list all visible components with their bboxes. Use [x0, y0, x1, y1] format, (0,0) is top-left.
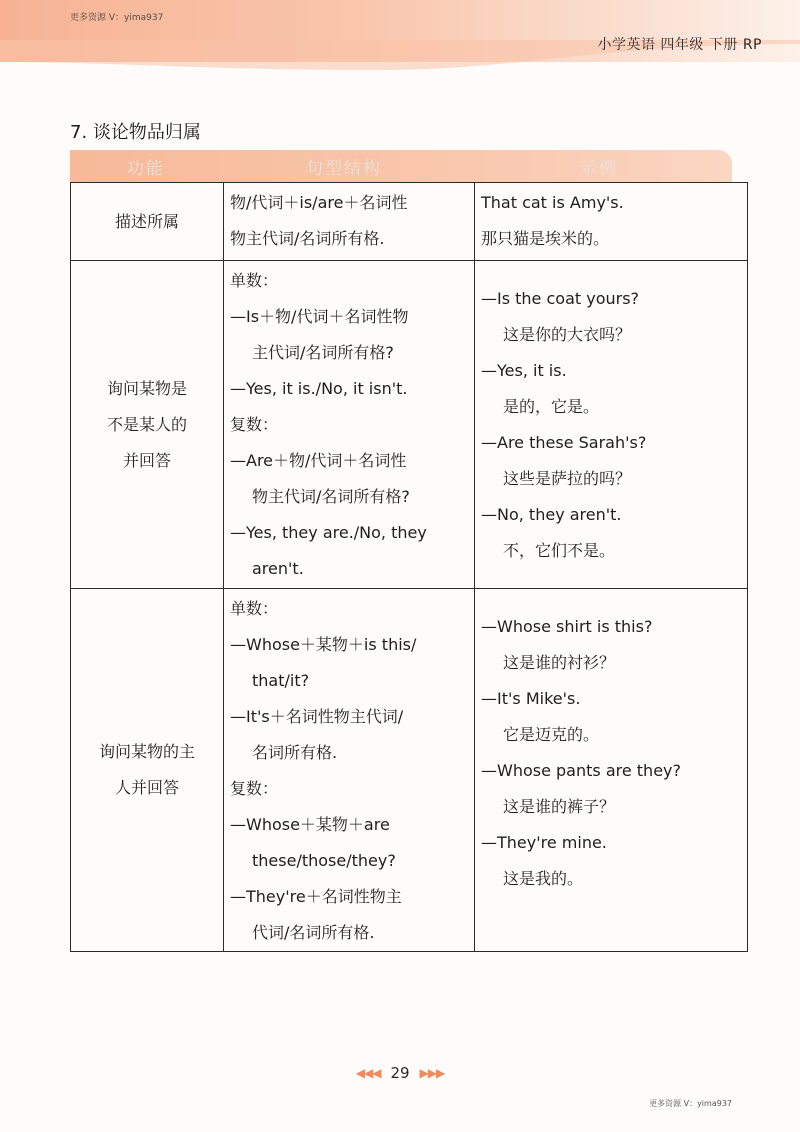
- example-line: 它是迈克的。: [503, 725, 600, 744]
- example-line: —Is the coat yours?: [481, 289, 640, 308]
- example-line: 这是你的大衣吗？: [503, 325, 632, 344]
- function-line: 并回答: [122, 450, 171, 470]
- example-line: 这是谁的裤子？: [503, 797, 616, 816]
- structure-line: 主代词/名词所有格?: [252, 343, 394, 362]
- watermark-bottom: 更多资源 V：yima937: [649, 1099, 732, 1108]
- column-header-example: 示例: [580, 158, 618, 179]
- structure-cell: [224, 183, 475, 261]
- column-header-structure: 句型结构: [306, 158, 382, 179]
- function-line: 描述所属: [114, 211, 179, 231]
- structure-line: —Whose＋某物＋are: [230, 815, 390, 834]
- structure-line: 名词所有格.: [252, 743, 338, 762]
- section-title: 7. 谈论物品归属: [70, 122, 201, 143]
- example-line: —Whose shirt is this?: [481, 617, 653, 636]
- structure-line: —Yes, it is./No, it isn't.: [230, 379, 408, 398]
- example-line: —Yes, it is.: [481, 361, 567, 380]
- structure-line: that/it?: [252, 671, 310, 690]
- structure-line: aren't.: [252, 559, 304, 578]
- function-line: 不是某人的: [106, 414, 187, 434]
- function-cell: [71, 589, 224, 952]
- table-row: [71, 261, 748, 589]
- example-line: —No, they aren't.: [481, 505, 622, 524]
- example-cell: [475, 589, 748, 952]
- structure-line: —It's＋名词性物主代词/: [230, 707, 404, 726]
- structure-line: —Is＋物/代词＋名词性物: [230, 307, 409, 326]
- structure-line: these/those/they?: [252, 851, 396, 870]
- structure-line: —Yes, they are./No, they: [230, 523, 427, 542]
- structure-line: 单数：: [230, 271, 279, 290]
- structure-line: 复数：: [230, 415, 279, 434]
- page-footer: [0, 1064, 800, 1082]
- example-cell: [475, 261, 748, 589]
- structure-line: 复数：: [230, 779, 279, 798]
- example-line: 这是谁的衬衫？: [503, 653, 616, 672]
- structure-line: —They're＋名词性物主: [230, 887, 402, 906]
- example-line: 这是我的。: [503, 869, 584, 888]
- next-arrows-icon: ▶▶▶: [419, 1066, 445, 1080]
- page-number: 29: [390, 1064, 410, 1082]
- table-row: [71, 183, 748, 261]
- book-info: 小学英语 四年级 下册 RP: [597, 37, 762, 53]
- function-line: 询问某物的主: [98, 742, 195, 761]
- prev-arrows-icon: ◀◀◀: [355, 1066, 381, 1080]
- structure-line: —Whose＋某物＋is this/: [230, 635, 417, 654]
- function-cell: [71, 261, 224, 589]
- watermark-top: 更多资源 V：yima937: [70, 13, 164, 23]
- grammar-table: [70, 150, 732, 952]
- example-line: 是的，它是。: [503, 397, 600, 416]
- example-line: 不，它们不是。: [503, 541, 616, 560]
- example-line: —It's Mike's.: [481, 689, 581, 708]
- example-line: —They're mine.: [481, 833, 607, 852]
- table-row: [71, 589, 748, 952]
- example-cell: [475, 183, 748, 261]
- structure-line: 代词/名词所有格.: [252, 923, 375, 942]
- function-line: 询问某物是: [106, 378, 187, 398]
- function-line: 人并回答: [114, 778, 179, 797]
- table-body: [70, 182, 748, 952]
- function-cell: [71, 183, 224, 261]
- table-header: [70, 150, 732, 182]
- example-line: 这些是萨拉的吗？: [503, 469, 632, 488]
- example-line: —Whose pants are they?: [481, 761, 681, 780]
- structure-cell: [224, 589, 475, 952]
- structure-cell: [224, 261, 475, 589]
- column-header-function: 功能: [127, 158, 165, 179]
- structure-line: 物/代词＋is/are＋名词性: [230, 193, 408, 212]
- example-line: That cat is Amy's.: [481, 193, 624, 212]
- structure-line: 单数：: [230, 599, 279, 618]
- structure-line: 物主代词/名词所有格?: [252, 487, 410, 506]
- example-line: 那只猫是埃米的。: [481, 229, 610, 248]
- structure-line: 物主代词/名词所有格.: [230, 229, 385, 248]
- example-line: —Are these Sarah's?: [481, 433, 647, 452]
- structure-line: —Are＋物/代词＋名词性: [230, 451, 407, 470]
